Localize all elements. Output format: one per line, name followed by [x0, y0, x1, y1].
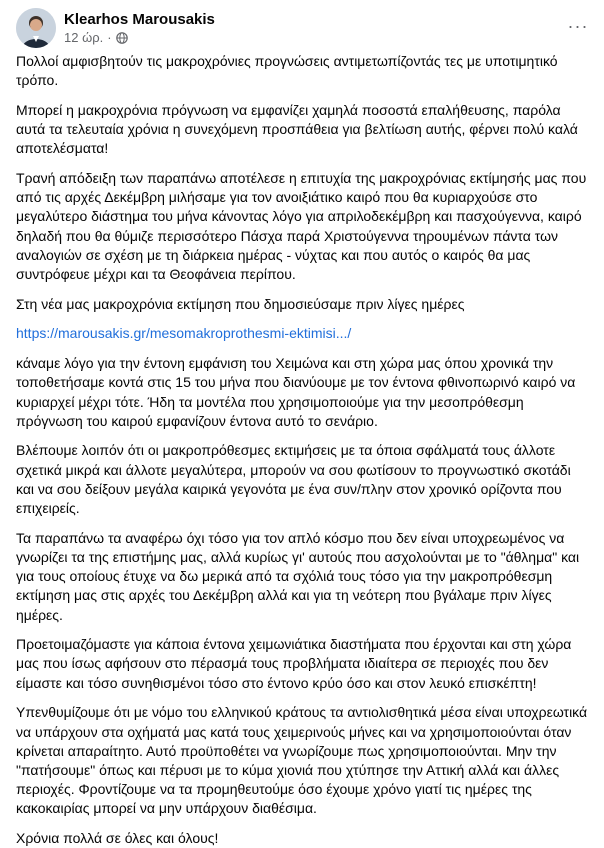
globe-icon	[116, 32, 128, 44]
author-name[interactable]: Klearhos Marousakis	[64, 11, 215, 28]
post-paragraph: Χρόνια πολλά σε όλες και όλους!	[16, 830, 219, 847]
post-body	[16, 52, 588, 848]
post-header	[16, 8, 588, 48]
post-paragraph: Μπορεί η μακροχρόνια πρόγνωση να εμφανίζει χαμηλά ποσοστά επαλήθευσης, παρόλα αυτά τα τελευταία χρόνια η συνεχόμενη προσπάθεια για βελτίωση αυτής, φέρνει πολύ καλά αποτελέσματα!	[16, 101, 578, 157]
post-paragraph: Τα παραπάνω τα αναφέρω όχι τόσο για τον απλό κόσμο που δεν είναι υποχρεωμένος να γνωρίζει τα της επιστήμης μας, αλλά κυρίως γι' αυτούς που ασχολούνται με το "άθλημα" και για τους οποίους έτυχε να δω μερικά από τα σχόλιά τους τόσο για την μακροπρόθεσμη εκτίμηση μας στις αρχές του Δεκέμβρη αλλά και για τη νεότερη που βγάλαμε πριν λίγες ημέρες.	[16, 529, 580, 623]
avatar[interactable]	[16, 8, 56, 48]
separator-dot: ·	[107, 30, 112, 45]
post-paragraph: Στη νέα μας μακροχρόνια εκτίμηση που δημοσιεύσαμε πριν λίγες ημέρες	[16, 295, 465, 312]
post-timestamp[interactable]: 12 ώρ.	[64, 30, 104, 45]
post-paragraph: κάναμε λόγο για την έντονη εμφάνιση του Χειμώνα και στη χώρα μας όπου χρονικά την τοποθετήσαμε κοντά στις 15 του μήνα που διανύουμε με τον έντονα φθινοπωρινό καιρό να κυριαρχεί μέχρι τότε. Ήδη τα μοντέλα που χρησιμοποιούμε για την μεσοπρόθεσμη πρόγνωση του καιρού εμφανίζουν έντονα αυτό το σενάριο.	[16, 355, 576, 429]
post-paragraph: Βλέπουμε λοιπόν ότι οι μακροπρόθεσμες εκτιμήσεις με τα όποια σφάλματά τους άλλοτε σχετικά μικρά και άλλοτε μεγαλύτερα, μπορούν να σου φωτίσουν το προγνωστικό σκοτάδι και να σου δείξουν μεγάλα καιρικά γεγονότα με ένα συν/πλην στον χρονικό ορίζοντα που επιχειρείς.	[16, 442, 571, 517]
avatar-portrait-icon	[16, 8, 56, 48]
more-options-icon[interactable]: ···	[567, 15, 589, 36]
post-paragraph: Υπενθυμίζουμε ότι με νόμο του ελληνικού κράτους τα αντιολισθητικά μέσα είναι υποχρεωτικά να υπάρχουν στα οχήματά μας κατά τους χειμερινούς μήνες και να χρησιμοποιούνται όταν κρίνεται απαραίτητο. Αυτό προϋποθέτει να γνωρίζουμε πως χρησιμοποιούνται. Μην την "πατήσουμε" όπως και πέρυσι με το κύμα χιονιά που χτύπησε την Αττική αλλά και άλλες περιοχές. Φροντίζουμε να τα προμηθευτούμε όσο έχουμε χρόνο γιατί τις ημέρες της κακοκαιρίας μπορεί να μην υπάρχουν διαθέσιμα.	[16, 704, 588, 817]
article-link[interactable]: https://marousakis.gr/mesomakroprothesmi-ektimisi.../	[16, 325, 352, 342]
post-paragraph: Πολλοί αμφισβητούν τις μακροχρόνιες προγνώσεις αντιμετωπίζοντάς τες με υποτιμητικό τρόπο.	[16, 53, 558, 89]
post-subline	[64, 30, 215, 46]
post-paragraph: Τρανή απόδειξη των παραπάνω αποτέλεσε η επιτυχία της μακροχρόνιας εκτίμησής μας που από τις αρχές Δεκέμβρη μιλήσαμε για τον ανοιξιάτικο καιρό που θα κυριαρχούσε στο μεγαλύτερο διάστημα του μήνα κάνοντας λόγο για απριλοδεκέμβρη και πασχούγεννα, καιρό δηλαδή που θα θύμιζε περισσότερο Πάσχα παρά Χριστούγεννα τηρουμένων πάντα των αναλογιών σε σχέση με τη διάρκεια ημέρας - νύχτας και που αυτός ο καιρός θα μας συντρόφευε μέχρι και τα Θεοφάνεια περίπου.	[16, 170, 587, 283]
post-paragraph: Προετοιμαζόμαστε για κάποια έντονα χειμωνιάτικα διαστήματα που έρχονται και στη χώρα μας που ίσως αφήσουν στο πέρασμά τους προβλήματα ιδιαίτερα σε περιοχές που δεν είμαστε και τόσο συνηθισμένοι τόσο στο έντονο κρύο όσο και στον λευκό επισκέπτη!	[16, 636, 572, 691]
post-meta	[64, 10, 215, 46]
post-link-paragraph	[16, 324, 588, 343]
